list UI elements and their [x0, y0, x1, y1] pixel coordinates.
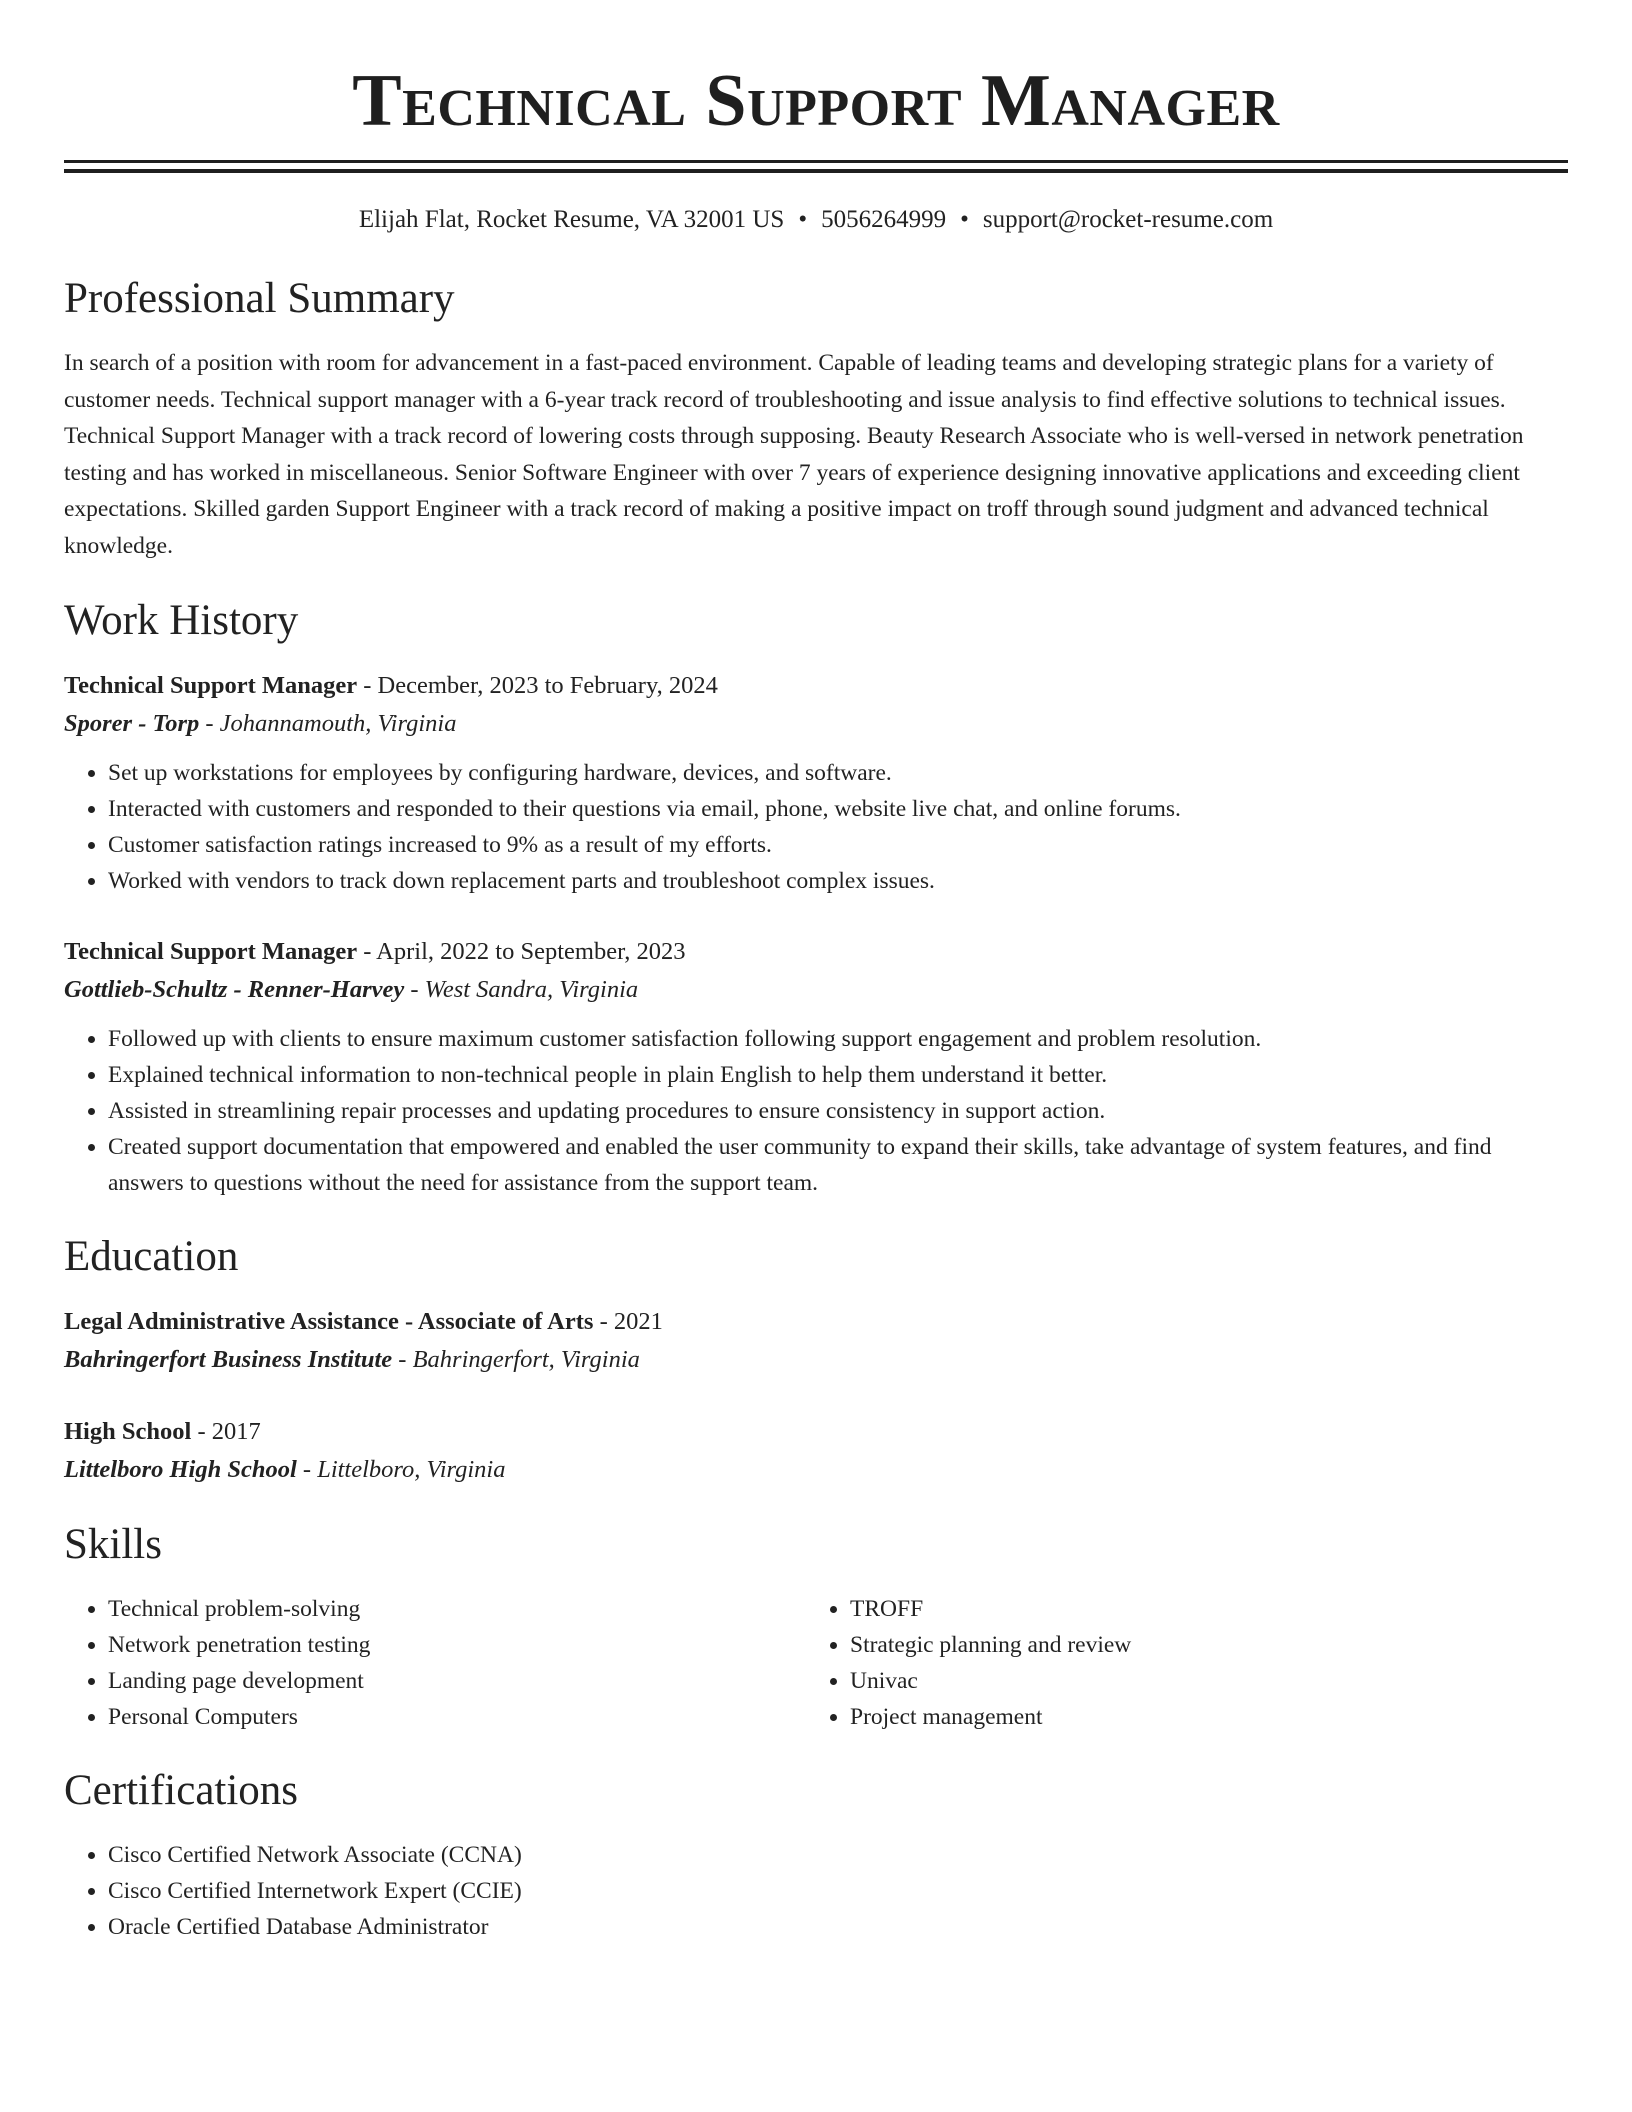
list-item: • Followed up with clients to ensure maximum customer satisfaction following support engagement and problem resolution.: [108, 1021, 1568, 1057]
education-school: Bahringerfort Business Institute: [64, 1345, 393, 1373]
list-item: • TROFF: [850, 1591, 1548, 1627]
skills-list-right: [806, 1591, 1548, 1735]
list-item: • Project management: [850, 1699, 1548, 1735]
job-header: [64, 933, 1568, 971]
contact-line: [64, 203, 1568, 237]
contact-phone: 5056264999: [821, 206, 947, 233]
list-item: • Interacted with customers and responded to their questions via email, phone, website live chat, and online forums.: [108, 791, 1568, 827]
contact-email: support@rocket-resume.com: [982, 206, 1274, 233]
certifications-heading: Certifications: [64, 1766, 299, 1814]
education-year: - 2017: [191, 1417, 261, 1445]
education-degree: High School: [64, 1417, 192, 1445]
list-item: • Cisco Certified Internetwork Expert (CCIE): [108, 1873, 1568, 1909]
list-item: • Set up workstations for employees by configuring hardware, devices, and software.: [108, 755, 1568, 791]
list-item: • Strategic planning and review: [850, 1627, 1548, 1663]
list-item: • Worked with vendors to track down replacement parts and troubleshoot complex issues.: [108, 863, 1568, 899]
page-title: Technical Support Manager: [352, 60, 1280, 142]
job-dates: - April, 2022 to September, 2023: [357, 937, 686, 965]
title-rule-top: [64, 160, 1568, 163]
contact-address: Elijah Flat, Rocket Resume, VA 32001 US: [358, 206, 785, 233]
job-dates: - December, 2023 to February, 2024: [357, 671, 718, 699]
work-history-heading: Work History: [64, 596, 299, 644]
summary-heading: Professional Summary: [64, 275, 455, 322]
job-bullets: [64, 755, 1568, 899]
education-school: Littelboro High School: [64, 1455, 297, 1483]
summary-text: In search of a position with room for advancement in a fast-paced environment. Capable of leading teams and developing strategic plans for a variety of customer needs. Technical support manager with a 6-year track record of troubleshooting and issue analysis to find effective solutions to technical issues. Technical Support Manager with a track record of lowering costs through supposing. Beauty Research Associate who is well-versed in network penetration testing and has worked in miscellaneous. Senior Software Engineer with over 7 years of experience designing innovative applications and exceeding client expectations. Skilled garden Support Engineer with a track record of making a positive impact on troff through sound judgment and advanced technical knowledge.: [64, 350, 1524, 559]
list-item: • Explained technical information to non-technical people in plain English to help them understand it better.: [108, 1057, 1568, 1093]
list-item: • Personal Computers: [108, 1699, 806, 1735]
job-entry: [64, 667, 1568, 899]
job-role: Technical Support Manager: [64, 671, 358, 699]
job-company-line: [64, 971, 1568, 1009]
skills-columns: [64, 1591, 1568, 1735]
contact-separator: •: [960, 206, 969, 233]
skills-heading: Skills: [64, 1520, 162, 1568]
list-item: • Created support documentation that empowered and enabled the user community to expand their skills, take advantage of system features, and find answers to questions without the need for assistance from the support team.: [108, 1129, 1568, 1201]
list-item: • Network penetration testing: [108, 1627, 806, 1663]
job-bullets: [64, 1021, 1568, 1201]
job-role: Technical Support Manager: [64, 937, 358, 965]
job-location: - Johannamouth, Virginia: [199, 709, 457, 737]
job-company: Sporer - Torp: [64, 709, 200, 737]
education-header: [64, 1413, 1568, 1451]
education-heading: Education: [64, 1232, 239, 1280]
job-entry: [64, 933, 1568, 1201]
education-year: - 2021: [593, 1307, 663, 1335]
education-school-line: [64, 1451, 1568, 1489]
job-company-line: [64, 705, 1568, 743]
education-header: [64, 1303, 1568, 1341]
job-company: Gottlieb-Schultz - Renner-Harvey: [64, 975, 405, 1003]
list-item: • Technical problem-solving: [108, 1591, 806, 1627]
education-entry: [64, 1303, 1568, 1379]
job-location: - West Sandra, Virginia: [404, 975, 639, 1003]
education-location: - Bahringerfort, Virginia: [392, 1345, 640, 1373]
education-location: - Littelboro, Virginia: [296, 1455, 506, 1483]
skills-list-left: [64, 1591, 806, 1735]
title-rule-bottom: [64, 169, 1568, 173]
contact-separator: •: [798, 206, 808, 233]
list-item: • Landing page development: [108, 1663, 806, 1699]
education-degree: Legal Administrative Assistance - Associate of Arts: [64, 1307, 594, 1335]
list-item: • Univac: [850, 1663, 1548, 1699]
list-item: • Assisted in streamlining repair processes and updating procedures to ensure consistency in support action.: [108, 1093, 1568, 1129]
education-entry: [64, 1413, 1568, 1489]
job-header: [64, 667, 1568, 705]
list-item: • Customer satisfaction ratings increased to 9% as a result of my efforts.: [108, 827, 1568, 863]
certifications-list: [64, 1837, 1568, 1945]
education-school-line: [64, 1341, 1568, 1379]
certifications-block: [64, 1837, 1568, 1945]
list-item: • Oracle Certified Database Administrator: [108, 1909, 1568, 1945]
list-item: • Cisco Certified Network Associate (CCNA): [108, 1837, 1568, 1873]
